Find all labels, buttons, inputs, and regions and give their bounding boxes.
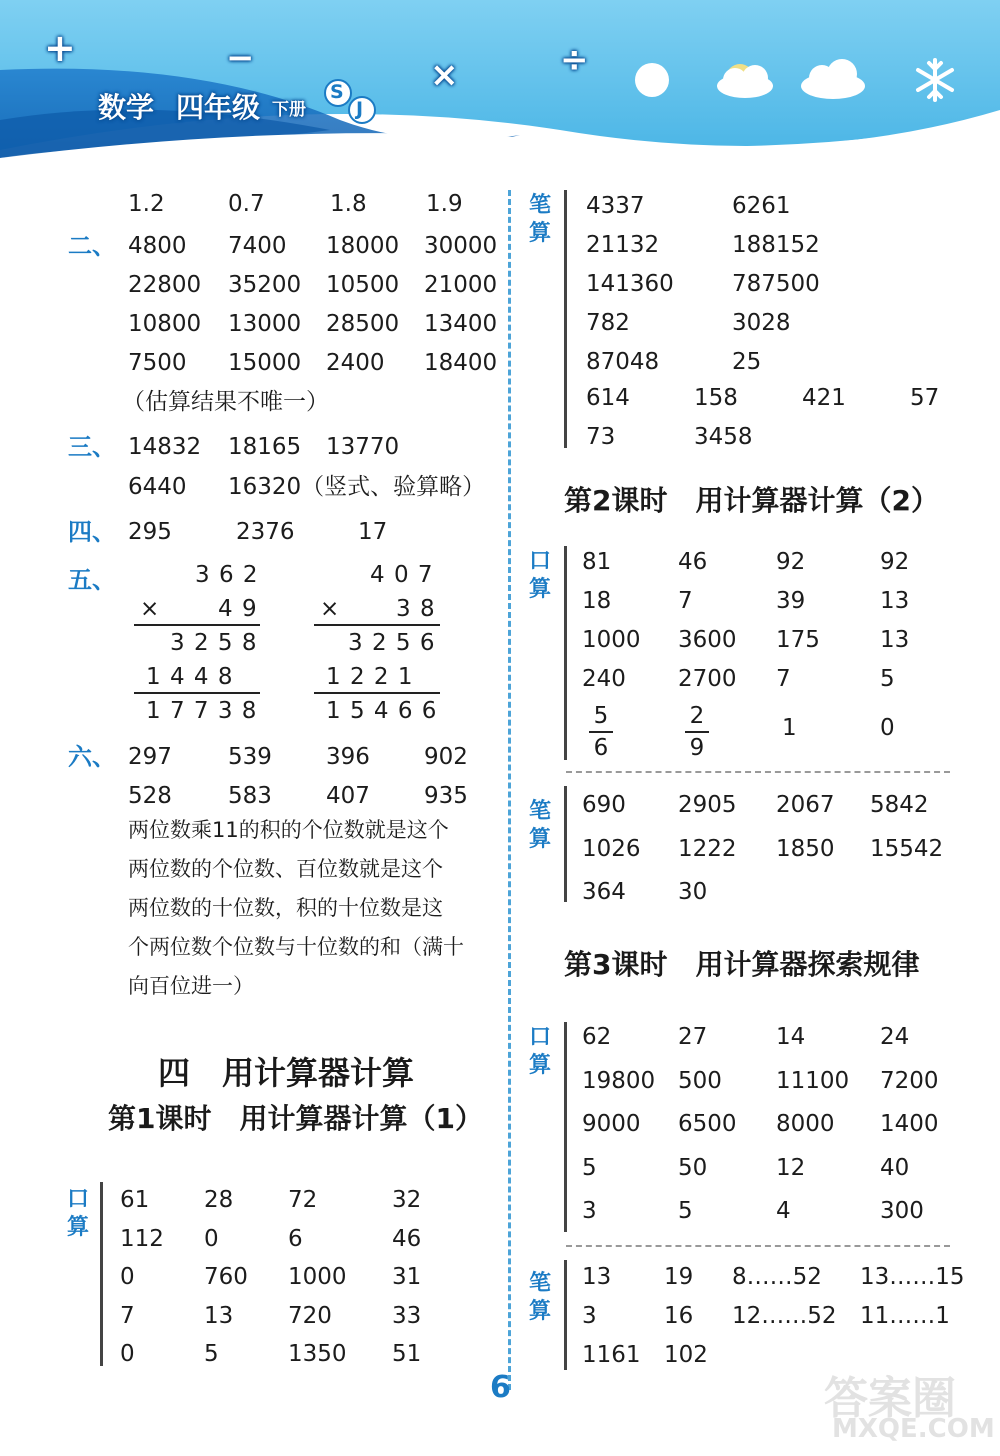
answer-cell: 295 xyxy=(128,519,172,545)
answer-cell: 935 xyxy=(424,783,468,809)
answer-cell: 10500 xyxy=(326,272,400,298)
watermark-url: MXQE.COM xyxy=(832,1414,995,1444)
numerator: 2 xyxy=(689,703,705,729)
badge-j: J xyxy=(356,98,364,120)
answer-cell: 92 xyxy=(880,549,910,575)
answer-cell: 1 xyxy=(782,715,797,741)
answer-cell: 8000 xyxy=(776,1111,835,1137)
answer-cell: 16 xyxy=(664,1303,694,1329)
answer-cell: 297 xyxy=(128,744,172,770)
answer-cell: 6 xyxy=(288,1226,303,1252)
answer-cell: 4800 xyxy=(128,233,187,259)
explanation-line: 两位数的个位数、百位数就是这个 xyxy=(128,857,443,881)
multiplier: 4 9 xyxy=(218,596,258,622)
product: 1 5 4 6 6 xyxy=(326,698,438,724)
explanation-line: 两位数乘11的积的个位数就是这个 xyxy=(128,818,449,842)
lesson2-title: 第2课时 用计算器计算（2） xyxy=(564,484,939,517)
answer-cell: 5 xyxy=(204,1341,219,1367)
answer-cell: 46 xyxy=(392,1226,422,1252)
answer-cell: 7 xyxy=(678,588,693,614)
answer-cell: 7200 xyxy=(880,1068,939,1094)
answer-cell: 57 xyxy=(910,385,940,411)
column-divider xyxy=(508,190,511,1390)
answer-cell: 6440 xyxy=(128,474,187,500)
answer-cell: 11……1 xyxy=(860,1303,950,1329)
page-number: 6 xyxy=(490,1370,511,1405)
calc-line xyxy=(134,692,260,694)
answer-cell: 31 xyxy=(392,1264,422,1290)
watermark-logo: 答案圈 xyxy=(824,1373,956,1424)
answer-cell: 13 xyxy=(880,588,910,614)
answer-cell: 1850 xyxy=(776,836,835,862)
times-symbol: × xyxy=(430,55,459,95)
answer-cell: 18000 xyxy=(326,233,400,259)
unit-title: 四 用计算器计算 xyxy=(158,1054,415,1092)
sun-icon xyxy=(635,63,669,97)
answer-cell: 2400 xyxy=(326,350,385,376)
block-bar xyxy=(564,190,567,448)
answer-cell: 782 xyxy=(586,310,630,336)
answer-cell: 18165 xyxy=(228,434,302,460)
answer-cell: 27 xyxy=(678,1024,708,1050)
answer-cell: 2067 xyxy=(776,792,835,818)
bisuan-tag: 笔 算 xyxy=(528,799,551,852)
grade-label: 四年级 xyxy=(176,91,261,124)
answer-cell: 0.7 xyxy=(228,191,265,217)
answer-cell: 32 xyxy=(392,1187,422,1213)
multiplicand: 4 0 7 xyxy=(370,562,434,588)
block-separator xyxy=(566,1245,950,1247)
denominator: 6 xyxy=(593,735,609,761)
subject-label: 数学 xyxy=(98,91,155,124)
explanation-line: 两位数的十位数，积的十位数是这 xyxy=(128,896,443,920)
answer-cell: 13770 xyxy=(326,434,400,460)
plus-symbol: + xyxy=(44,26,76,70)
answer-cell: 396 xyxy=(326,744,370,770)
answer-cell: 51 xyxy=(392,1341,422,1367)
answer-cell: 4337 xyxy=(586,193,645,219)
answer-cell: 19 xyxy=(664,1264,694,1290)
block-separator xyxy=(566,771,950,773)
answer-cell: 1.8 xyxy=(330,191,367,217)
answer-cell: 11100 xyxy=(776,1068,850,1094)
answer-cell: 33 xyxy=(392,1303,422,1329)
partial-product: 1 4 4 8 xyxy=(146,664,234,690)
answer-cell: 30000 xyxy=(424,233,498,259)
section-label-6: 六、 xyxy=(68,743,116,771)
answer-cell: 13 xyxy=(204,1303,234,1329)
answer-cell: 5 xyxy=(678,1198,693,1224)
answer-cell: 13……15 xyxy=(860,1264,965,1290)
answer-cell: 28500 xyxy=(326,311,400,337)
answer-cell: 528 xyxy=(128,783,172,809)
answer-cell: 25 xyxy=(732,349,762,375)
answer-cell: 50 xyxy=(678,1155,708,1181)
partial-product: 1 2 2 1 xyxy=(326,664,414,690)
answer-cell: 8……52 xyxy=(732,1264,822,1290)
answer-cell: 15000 xyxy=(228,350,302,376)
answer-cell: 87048 xyxy=(586,349,660,375)
answer-cell: 10800 xyxy=(128,311,202,337)
section-label-5: 五、 xyxy=(68,566,116,594)
answer-cell: 9000 xyxy=(582,1111,641,1137)
answer-cell: 2700 xyxy=(678,666,737,692)
calc-line xyxy=(134,624,260,626)
answer-cell: 720 xyxy=(288,1303,332,1329)
answer-cell: 3 xyxy=(582,1303,597,1329)
answer-cell: 61 xyxy=(120,1187,150,1213)
answer-cell: 21132 xyxy=(586,232,660,258)
answer-cell: 21000 xyxy=(424,272,498,298)
answer-cell: 28 xyxy=(204,1187,234,1213)
answer-cell: 6500 xyxy=(678,1111,737,1137)
answer-cell: 46 xyxy=(678,549,708,575)
answer-cell: 18400 xyxy=(424,350,498,376)
block-bar xyxy=(564,546,567,760)
answer-cell: 407 xyxy=(326,783,370,809)
explanation-line: 个两位数个位数与十位数的和（满十 xyxy=(128,935,464,959)
answer-cell: 175 xyxy=(776,627,820,653)
answer-cell: 787500 xyxy=(732,271,820,297)
answer-cell: 0 xyxy=(880,715,895,741)
answer-cell: 24 xyxy=(880,1024,910,1050)
block-bar xyxy=(564,1260,567,1370)
explanation-line: 向百位进一） xyxy=(128,974,254,998)
answer-cell: 18 xyxy=(582,588,612,614)
answer-cell: 364 xyxy=(582,879,626,905)
answer-cell: 614 xyxy=(586,385,630,411)
section-label-3: 三、 xyxy=(68,433,116,461)
answer-cell: 7400 xyxy=(228,233,287,259)
answer-cell: 73 xyxy=(586,424,616,450)
answer-cell: 15542 xyxy=(870,836,944,862)
answer-cell: 1161 xyxy=(582,1342,641,1368)
answer-cell: 1222 xyxy=(678,836,737,862)
answer-cell: 583 xyxy=(228,783,272,809)
answer-cell: 40 xyxy=(880,1155,910,1181)
answer-cell: 12 xyxy=(776,1155,806,1181)
answer-cell-note: 16320（竖式、验算略） xyxy=(228,474,486,500)
lesson1-title: 第1课时 用计算器计算（1） xyxy=(108,1102,483,1135)
answer-cell: 3 xyxy=(582,1198,597,1224)
answer-cell: 0 xyxy=(120,1264,135,1290)
answer-cell: 760 xyxy=(204,1264,248,1290)
section-label-4: 四、 xyxy=(68,518,116,546)
answer-cell: 1000 xyxy=(582,627,641,653)
answer-cell: 102 xyxy=(664,1342,708,1368)
answer-cell: 690 xyxy=(582,792,626,818)
bisuan-tag: 笔 算 xyxy=(528,193,551,246)
answer-cell: 0 xyxy=(204,1226,219,1252)
calc-line xyxy=(314,692,440,694)
bisuan-tag: 笔 算 xyxy=(528,1271,551,1324)
answer-cell: 13000 xyxy=(228,311,302,337)
answer-cell: 300 xyxy=(880,1198,924,1224)
section-label-2: 二、 xyxy=(68,232,116,260)
answer-cell: 141360 xyxy=(586,271,674,297)
answer-cell: 62 xyxy=(582,1024,612,1050)
answer-cell: 92 xyxy=(776,549,806,575)
answer-cell: 22800 xyxy=(128,272,202,298)
answer-cell: 30 xyxy=(678,879,708,905)
answer-cell: 188152 xyxy=(732,232,820,258)
answer-cell: 2905 xyxy=(678,792,737,818)
answer-cell: 6261 xyxy=(732,193,791,219)
answer-cell: 72 xyxy=(288,1187,318,1213)
answer-cell: 0 xyxy=(120,1341,135,1367)
answer-cell: 3600 xyxy=(678,627,737,653)
block-bar xyxy=(100,1182,103,1366)
lesson3-title: 第3课时 用计算器探索规律 xyxy=(564,948,920,981)
volume-label: 下册 xyxy=(272,100,306,120)
block-bar xyxy=(564,1022,567,1232)
answer-cell: 2376 xyxy=(236,519,295,545)
answer-cell: 1400 xyxy=(880,1111,939,1137)
answer-cell: 5 xyxy=(880,666,895,692)
answer-cell: 3028 xyxy=(732,310,791,336)
answer-cell: 13 xyxy=(582,1264,612,1290)
answer-cell: 240 xyxy=(582,666,626,692)
answer-cell: 112 xyxy=(120,1226,164,1252)
answer-cell: 500 xyxy=(678,1068,722,1094)
answer-cell: 1.2 xyxy=(128,191,165,217)
answer-cell: 39 xyxy=(776,588,806,614)
answer-cell: 1026 xyxy=(582,836,641,862)
answer-cell: 13 xyxy=(880,627,910,653)
multiplicand: 3 6 2 xyxy=(195,562,259,588)
banner-background xyxy=(0,0,1000,160)
answer-cell: 1350 xyxy=(288,1341,347,1367)
fraction xyxy=(586,703,616,761)
badge-s: S xyxy=(330,81,344,103)
kousuan-tag: 口 算 xyxy=(66,1187,89,1240)
partial-product: 3 2 5 6 xyxy=(348,630,436,656)
answer-cell: 158 xyxy=(694,385,738,411)
minus-symbol: − xyxy=(226,38,255,78)
answer-cell: 7 xyxy=(776,666,791,692)
estimate-note: （估算结果不唯一） xyxy=(122,389,329,415)
answer-cell: 35200 xyxy=(228,272,302,298)
answer-cell: 7500 xyxy=(128,350,187,376)
answer-cell: 902 xyxy=(424,744,468,770)
answer-cell: 12……52 xyxy=(732,1303,837,1329)
answer-cell: 5842 xyxy=(870,792,929,818)
product: 1 7 7 3 8 xyxy=(146,698,258,724)
numerator: 5 xyxy=(593,703,609,729)
answer-cell: 13400 xyxy=(424,311,498,337)
denominator: 9 xyxy=(689,735,705,761)
block-bar xyxy=(564,786,567,902)
answer-cell: 539 xyxy=(228,744,272,770)
divide-symbol: ÷ xyxy=(560,40,589,80)
answer-cell: 4 xyxy=(776,1198,791,1224)
answer-cell: 7 xyxy=(120,1303,135,1329)
partial-product: 3 2 5 8 xyxy=(170,630,258,656)
answer-cell: 421 xyxy=(802,385,846,411)
answer-cell: 81 xyxy=(582,549,612,575)
answer-cell: 5 xyxy=(582,1155,597,1181)
kousuan-tag: 口 算 xyxy=(528,1025,551,1078)
answer-cell: 14 xyxy=(776,1024,806,1050)
answer-cell: 17 xyxy=(358,519,388,545)
answer-cell: 19800 xyxy=(582,1068,656,1094)
header-banner xyxy=(0,0,1000,160)
calc-line xyxy=(314,624,440,626)
multiplier: 3 8 xyxy=(396,596,436,622)
times-sign: × xyxy=(320,596,340,622)
answer-cell: 1000 xyxy=(288,1264,347,1290)
times-sign: × xyxy=(140,596,160,622)
answer-cell: 1.9 xyxy=(426,191,463,217)
answer-cell: 14832 xyxy=(128,434,202,460)
fraction xyxy=(682,703,712,761)
answer-cell: 3458 xyxy=(694,424,753,450)
kousuan-tag: 口 算 xyxy=(528,549,551,602)
